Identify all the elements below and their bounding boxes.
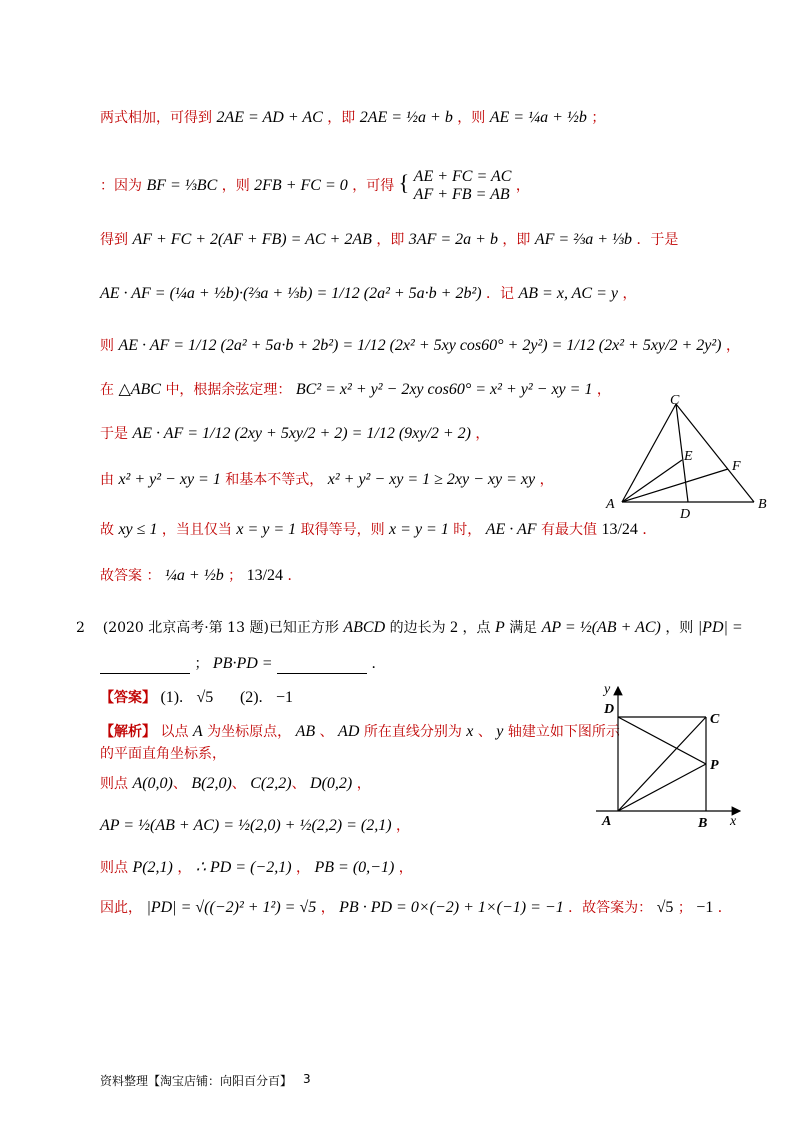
- segment-ae: [622, 460, 682, 502]
- sol-line-9: 故 xy ≤ 1 ，当且仅当 x = y = 1 取得等号，则 x = y = 1 时， AE · AF 有最大值 13/24 ．: [100, 521, 657, 538]
- points-line: 则点 A(0,0)、 B(2,0)、 C(2,2)、 D(0,2) ，: [100, 775, 371, 792]
- sol-line-2: ：因为 BF = ⅓BC ，则 2FB + FC = 0 ，可得 { AE + FC = AC AF + FB = AB ，: [100, 168, 530, 203]
- sol-line-8: 由 x² + y² − xy = 1 和基本不等式， x² + y² − xy = 1 ≥ 2xy − xy = xy ，: [100, 471, 554, 488]
- sol-line-6: 在 △ABC 中，根据余弦定理： BC² = x² + y² − 2xy cos60° = x² + y² − xy = 1 ，: [100, 381, 611, 398]
- segment-dp: [618, 717, 706, 764]
- page-number: 3: [303, 1072, 311, 1086]
- label-a2: A: [602, 814, 612, 829]
- sol-line-5: 则 AE · AF = 1/12 (2a² + 5a·b + 2b²) = 1/12 (2x² + 5xy cos60° + 2y²) = 1/12 (2x² + 5xy/2 + 2y²) ，: [100, 337, 740, 354]
- sol-line-1: 两式相加，可得到 2AE = AD + AC ，即 2AE = ½a + b ，则 AE = ¼a + ½b ；: [100, 109, 606, 126]
- triangle-figure: [600, 390, 780, 525]
- analysis-line-2: 的平面直角坐标系，: [100, 746, 226, 762]
- label-e: E: [684, 449, 693, 464]
- square-figure: [590, 675, 750, 835]
- sol-line-10: 故答案 ： ¼a + ½b ； 13/24 ．: [100, 567, 302, 584]
- label-x: x: [730, 814, 737, 829]
- segment-ap: [618, 764, 706, 811]
- ap-line: AP = ½(AB + AC) = ½(2,0) + ½(2,2) = (2,1) ，: [100, 817, 411, 834]
- system-brace: {: [398, 170, 410, 195]
- final-line: 因此， |PD| = √((−2)² + 1²) = √5 ， PB · PD = 0×(−2) + 1×(−1) = −1 ．故答案为： √5 ； −1 ．: [100, 899, 732, 916]
- answer-line: 【答案】 (1). √5 (2). −1: [100, 689, 293, 706]
- label-f: F: [732, 459, 741, 474]
- label-c2: C: [710, 712, 720, 727]
- label-y: y: [604, 682, 611, 697]
- sol-line-4: AE · AF = (¼a + ½b)·(⅔a + ⅓b) = 1/12 (2a² + 5a·b + 2b²) ．记 AB = x, AC = y ，: [100, 285, 637, 302]
- label-b2: B: [698, 816, 708, 831]
- label-p2: P: [710, 758, 719, 773]
- answer-blank-1[interactable]: [100, 659, 190, 674]
- pvec-line: 则点 P(2,1) ， ∴ PD = (−2,1) ， PB = (0,−1) ，: [100, 859, 413, 876]
- analysis-line-1: 【解析】 以点 A 为坐标原点， AB 、 AD 所在直线分别为 x 、 y 轴建立如下图所示: [100, 723, 620, 740]
- label-d2: D: [604, 702, 615, 717]
- diagonal-ac: [618, 717, 706, 811]
- sol-line-7: 于是 AE · AF = 1/12 (2xy + 5xy/2 + 2) = 1/12 (9xy/2 + 2) ，: [100, 425, 490, 442]
- label-c: C: [670, 393, 680, 408]
- problem2-line-1: 2 (2020 北京高考·第 13 题)已知正方形 ABCD 的边长为 2 ，点 P 满足 AP = ½(AB + AC) ，则 |PD| =: [76, 619, 743, 636]
- label-b: B: [758, 497, 767, 512]
- label-a: A: [606, 497, 615, 512]
- equation-system: AE + FC = AC AF + FB = AB: [413, 168, 512, 203]
- problem2-line-2: ； PB·PD = ．: [100, 654, 385, 674]
- footer-text: 资料整理【淘宝店铺：向阳百分百】: [100, 1074, 293, 1088]
- label-d: D: [680, 507, 691, 522]
- answer-blank-2[interactable]: [277, 659, 367, 674]
- sol-line-3: 得到 AF + FC + 2(AF + FB) = AC + 2AB ，即 3AF = 2a + b ，即 AF = ⅔a + ⅓b ．于是: [100, 231, 679, 248]
